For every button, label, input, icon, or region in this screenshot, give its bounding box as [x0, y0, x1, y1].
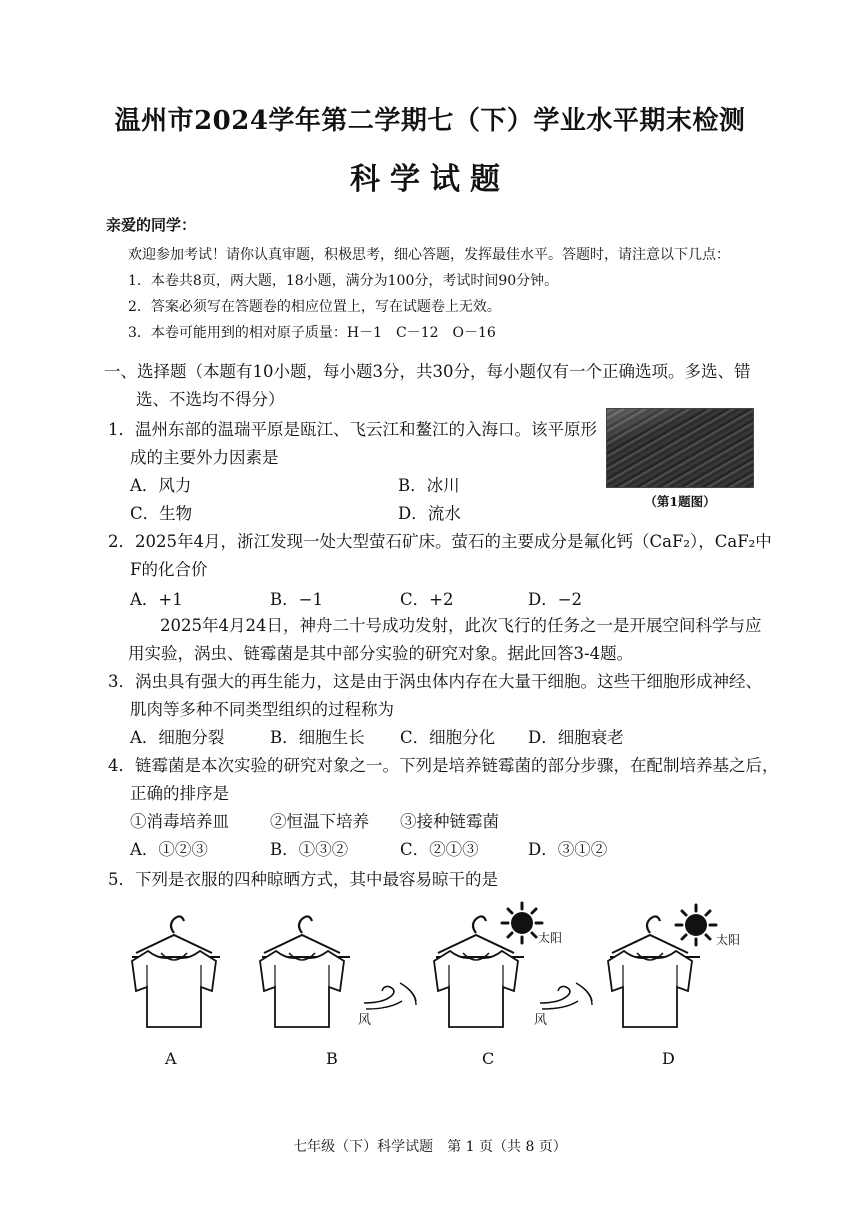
exam-subtitle: 科学试题	[350, 162, 510, 197]
q4-stem-cont: 正确的排序是	[130, 784, 229, 803]
q3-option-a: A．细胞分裂	[130, 728, 225, 747]
q4-option-b: B．①③②	[270, 840, 349, 859]
q4-step-1: ①消毒培养皿	[130, 812, 229, 831]
wind-icon	[364, 983, 416, 1009]
shirt-icon	[434, 916, 518, 1027]
section-heading: 一、选择题（本题有10小题，每小题3分，共30分，每小题仅有一个正确选项。多选、错	[104, 362, 751, 381]
figure-label-d: D	[662, 1049, 675, 1068]
q1-stem: 1．温州东部的温瑞平原是瓯江、飞云江和鳌江的入海口。该平原形	[108, 420, 597, 439]
q3-option-c: C．细胞分化	[400, 728, 496, 747]
q1-option-c: C．生物	[130, 504, 193, 523]
section-heading-cont: 选、不选均不得分）	[136, 390, 285, 409]
q5-stem: 5．下列是衣服的四种晾晒方式，其中最容易晾干的是	[108, 870, 498, 889]
sun-icon	[676, 905, 716, 945]
page-footer: 七年级（下）科学试题 第 1 页（共 8 页）	[293, 1139, 567, 1155]
passage-line-1: 2025年4月24日，神舟二十号成功发射，此次飞行的任务之一是开展空间科学与应	[160, 616, 762, 635]
q2-stem-cont: F的化合价	[130, 560, 208, 579]
notice-intro: 欢迎参加考试！请你认真审题，积极思考，细心答题，发挥最佳水平。答题时，请注意以下几点：	[128, 247, 730, 263]
q2-stem: 2．2025年4月，浙江发现一处大型萤石矿床。萤石的主要成分是氟化钙（CaF₂），CaF₂中	[108, 532, 772, 551]
q2-option-c: C．+2	[400, 590, 454, 609]
q3-stem-cont: 肌肉等多种不同类型组织的过程称为	[130, 700, 394, 719]
shirt-icon	[260, 916, 344, 1027]
passage-line-2: 用实验，涡虫、链霉菌是其中部分实验的研究对象。据此回答3-4题。	[128, 644, 634, 663]
wind-label-b: 风	[358, 1013, 372, 1028]
q1-stem-cont: 成的主要外力因素是	[130, 448, 279, 467]
q1-option-b: B．冰川	[398, 476, 460, 495]
q1-figure-caption: （第1题图）	[644, 494, 716, 509]
sun-label-d: 太阳	[716, 933, 741, 947]
q4-step-3: ③接种链霉菌	[400, 812, 499, 831]
figure-label-a: A	[165, 1049, 177, 1068]
figure-label-c: C	[482, 1049, 495, 1068]
q2-option-d: D．−2	[528, 590, 583, 609]
q1-option-a: A．风力	[130, 476, 192, 495]
q3-option-b: B．细胞生长	[270, 728, 365, 747]
q4-stem: 4．链霉菌是本次实验的研究对象之一。下列是培养链霉菌的部分步骤，在配制培养基之后，	[108, 756, 779, 775]
q5-figure-svg	[120, 895, 760, 1075]
q2-option-b: B．−1	[270, 590, 323, 609]
q4-option-d: D．③①②	[528, 840, 608, 859]
exam-title: 温州市2024学年第二学期七（下）学业水平期末检测	[114, 106, 746, 136]
q4-option-a: A．①②③	[130, 840, 208, 859]
q5-figure	[120, 895, 760, 1075]
greeting: 亲爱的同学：	[106, 216, 197, 234]
notice-item-3: 3．本卷可能用到的相对原子质量：H－1 C－12 O－16	[128, 325, 496, 341]
sun-icon	[502, 903, 542, 943]
q3-option-d: D．细胞衰老	[528, 728, 624, 747]
q2-option-a: A．+1	[130, 590, 183, 609]
q4-step-2: ②恒温下培养	[270, 812, 369, 831]
q1-plain-photo	[606, 408, 754, 488]
q4-option-c: C．②①③	[400, 840, 479, 859]
q1-option-d: D．流水	[398, 504, 461, 523]
wind-label-c: 风	[534, 1013, 548, 1028]
notice-item-2: 2．答案必须写在答题卷的相应位置上，写在试题卷上无效。	[128, 299, 501, 315]
sun-label-c: 太阳	[538, 931, 563, 945]
wind-icon	[540, 983, 592, 1009]
shirt-icon	[608, 916, 692, 1027]
q3-stem: 3．涡虫具有强大的再生能力，这是由于涡虫体内存在大量干细胞。这些干细胞形成神经、	[108, 672, 762, 691]
shirt-icon	[132, 916, 216, 1027]
figure-label-b: B	[326, 1049, 338, 1068]
notice-item-1: 1．本卷共8页，两大题，18小题，满分为100分，考试时间90分钟。	[128, 273, 559, 289]
